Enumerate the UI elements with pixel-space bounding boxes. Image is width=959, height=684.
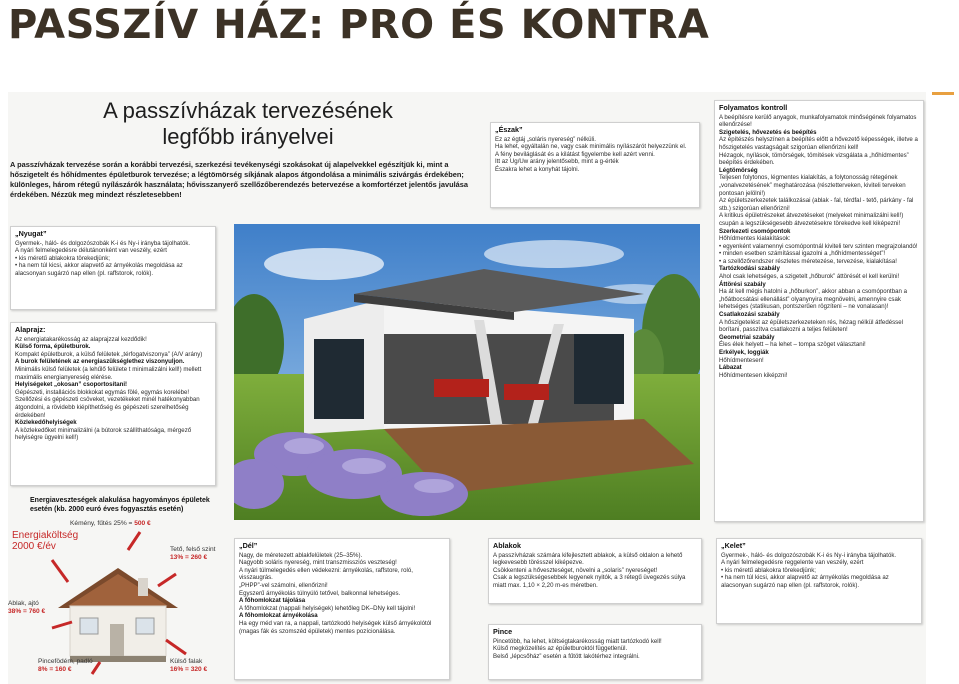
box-line: A nyári túlmelegedés ellen védekezni: árnyékolás, raffstore, roló, visszaugrás. [239,566,413,582]
box-subheading: Csatlakozási szabály [719,311,780,319]
energy-loss-chart [8,490,228,684]
box-bullet: • egyenként valamennyi csomópontnál kiviteli terv szinten megrajzolandó! [719,243,919,251]
box-pince [488,624,702,680]
box-bullet: • ha nem túl kicsi, akkor alapvető az árnyékolás megoldása az alacsonyan sugárzó nap ellen (pl. raffstorok, rolók). [15,262,211,277]
box-line: Nagy, de méretezett ablakfelületek (25–35%). [239,551,363,559]
passive-house-photo [234,224,700,520]
box-line: Nagyobb soláris nyereség, mint transzmissziós veszteség! [239,559,397,567]
box-kelet-title: „Kelet” [721,541,746,550]
accent-line [932,92,954,95]
box-subheading: Helyiségeket „okosan” csoportosítani! [15,381,128,389]
box-line: Belső „lépcsőház” esetén a fűtött lakótérhez integrálni. [493,652,640,660]
box-subheading: Tartózkodási szabály [719,265,780,273]
box-line: A kritikus épületrészeket átvezetéseket (melyeket minimalizálni kell!) csupán a legszükségesebb átvezetésekre törekedve kell kiképezni! [719,212,904,227]
chart-item-value: 8% = 160 € [38,666,72,673]
chart-item-value: 13% = 260 € [170,554,208,561]
chart-item-roof [170,546,215,562]
box-line: Teljesen folytonos, légmentes kialakítás, a folytonosság rétegének „vonalvezetésének” meghatározása (részletterveken, kiviteli terveken pontosan jelölni!) [719,174,906,197]
box-folyamatos-kontroll [714,100,924,522]
box-eszak [490,122,700,208]
box-subheading: A burok felületének az energiaszükséglethez viszonyuljon. [15,358,185,366]
chart-item-chimney [70,520,151,528]
box-line: Kompakt épületburok, a külső felületek „térfogatviszonya” (A/V arány) [15,350,203,358]
box-pince-title: Pince [493,627,513,636]
box-nyugat-title: „Nyugat” [15,229,47,238]
chart-title: Energiaveszteségek alakulása hagyományos épületek esetén (kb. 2000 euró éves fogyasztás esetén) [30,497,210,513]
box-del-title: „Dél” [239,541,258,550]
box-line: Pincetöbb, ha lehet, költségtakarékosság miatt tartózkodó kell! [493,637,662,645]
box-line: Az energiatakarékosság az alaprajzzal kezdődik! [15,335,147,343]
box-line: Itt az Ug/Uw arány jelentősebb, mint a g-érték [495,158,619,166]
box-line: Gyermek-, háló- és dolgozószobák K-i és Ny-i irányba tájolhatók. [721,551,897,559]
box-folyamatos-title: Folyamatos kontroll [719,103,788,112]
chart-item-floor [38,658,93,674]
chart-item-label: Kémény, fűtés 25% = [70,520,133,527]
box-ablakok-title: Ablakok [493,541,521,550]
box-line: Egyszerű árnyékolás túlnyúló tetővel, balkonnal lehetséges. [239,589,401,597]
box-line: Ha lehet, egyáltalán ne, vagy csak minimális nyílászárót helyezzünk el. [495,143,687,151]
energy-cost-value: 2000 €/év [12,541,56,552]
poster-title-line2: legfőbb irányelvei [162,124,334,149]
box-line: A fény beviláglását és a kilátást figyelembe kell azért venni. [495,150,655,158]
box-alaprajz [10,322,216,486]
box-eszak-title: „Észak” [495,125,523,134]
box-bullet: • minden esetben számítással igazolni a „hőhídmentességet”! [719,250,919,258]
box-line: Ez az égtáj „soláris nyereség” nélküli. [495,135,596,143]
box-line: A közlekedőket minimalizálni (a bútorok szállíthatósága, mérgező helyiségre ügyelni kell!) [15,426,192,442]
box-subheading: A főhomlokzat árnyékolása [239,612,318,620]
box-line: Az épületszerkezetek találkozásai (ablak - fal, térdfal - tető, párkány - fal stb.) szigorúan ellenőrizni! [719,197,914,212]
box-subheading: Geometriai szabály [719,333,775,341]
box-subheading: Közlekedőhelyiségek [15,419,77,427]
chart-item-label: Ablak, ajtó [8,600,39,607]
energy-cost-title: Energiaköltség [12,530,79,541]
box-line: Északra lehet a konyhát tájolni. [495,165,580,173]
box-subheading: Erkélyek, loggiák [719,349,769,356]
box-subheading: Külső forma, épületburok. [15,343,91,351]
box-kelet [716,538,922,624]
box-bullet: • ha nem túl kicsi, akkor alapvető az árnyékolás megoldása az alacsonyan sugárzó nap ellen (pl. raffstorok, rolók). [721,574,917,589]
box-del [234,538,450,680]
box-line: Csökkenteni a hőveszteséget, növelni a „solaris” nyereséget! [493,566,658,574]
box-subheading: A főhomlokzat tájolása [239,597,306,605]
box-line: „PHPP”-vel számolni, ellenőrizni! [239,581,328,589]
box-line: Szellőzési és gépészeti csöveket, vezetékeket minél hatékonyabban átgondolni, a rövidebb kiépíthetőség és gépészeti szerelhetőség érdekében! [15,396,200,419]
box-alaprajz-title: Alaprajz: [15,325,46,334]
box-line: Hőhídmentesen! [719,356,764,364]
box-line: Ahol csak lehetséges, a szigetelt „hőburok” áttörését el kell kerülni! [719,273,900,281]
poster-title [78,98,418,150]
box-bullet: • kis méretű ablakokra törekedjünk; [15,255,211,263]
box-line: A főhomlokzat (nappali helyiségek) lehetőleg DK–DNy kell tájolni! [239,604,416,612]
chart-item-value: 16% = 320 € [170,666,208,673]
chart-item-label: Tető, felső szint [170,546,216,553]
chart-item-value: 500 € [134,520,151,527]
chart-item-window [8,600,45,616]
chart-item-value: 38% = 760 € [8,608,46,615]
chart-item-label: Külső falak [170,658,203,665]
box-line: Ha egy méd van ra, a nappali, tartózkodó helyiségek külső árnyékolótól (magas fák és szomszéd épületek) mentes pozícionálása. [239,619,432,635]
box-bullet: • kis méretű ablakokra törekedjünk; [721,567,917,575]
box-line: A nyári felmelegedésre délutánonként van veszély, ezért [15,247,167,255]
box-line: A nyári felmelegedésre reggelente van veszély, ezért [721,559,864,567]
box-subheading: Szigetelés, hővezetés és beépítés [719,128,817,136]
box-subheading: Szerkezeti csomópontok [719,227,791,235]
intro-text: A passzívházak tervezése során a korábbi tervezési, szerkezési tevékenységi szokásokat új alapelvekkel egészítjük ki, mint a hőszigetelt és hőhídmentes épületburok tervezése; a légtömörség síkjának alapos átgondolása a minimális szivárgás érdekében; különleges, három rétegű nyílászárók használata; hővisszanyerő szellőzőberendezés betervezése a komfortérzet jelentős javulása érdekében. Nézzük meg mindezt részletesebben! [10,160,468,199]
box-line: Hőhídmentes kialakítások: [719,235,791,243]
box-line: A beépítésre kerülő anyagok, munkafolyamatok minőségének folyamatos ellenőrzése! [719,113,917,129]
box-line: Csak a legszükségesebbek legyenek nyitók, a 3 rétegű üvegezés súlya miatt max. 1,10 × 2,20 m-es méretben. [493,574,686,589]
box-line: A hőszigetelést az épületszerkezeteken rés, hézag nélkül átfedéssel borítani, passzítva csatlakozni a teljes felületen! [719,318,903,334]
box-nyugat [10,226,216,310]
box-line: Hőhídmentesen kiképzni! [719,371,788,379]
box-subheading: Lábazat [719,364,742,372]
poster-title-line1: A passzívházak tervezésének [103,98,393,123]
box-subheading: Légtömörség [719,166,758,174]
box-line: Minimális külső felületek (a lehűlő felülete t minimalizálni kell!) mellett maximális energianyereség elérése. [15,365,202,381]
box-line: Gépészeti, installációs blokkokat egymás fölé, egymás korelébe! [15,388,190,396]
box-line: Gyermek-, háló- és dolgozószobák K-i és Ny-i irányba tájolhatók. [15,239,191,247]
poster [8,92,926,684]
slide-title: PASSZÍV HÁZ: PRO ÉS KONTRA [8,2,710,48]
box-line: Ha át kell mégis hatolni a „hőburkon”, akkor abban a csomópontban a „hőátbocsátási ellenállást” olyanynyira megnövelni, amennyire csak lehetséges (statikusan, pontszerűen rögzíteni – ne vonalasan)! [719,288,908,311]
box-line: Az építészés helyszínen a beépítés előtt a hővezető képességek, illetve a hőszigetelés vastagságait szigorúan ellenőrizni kell! [719,136,918,151]
box-line: Hézagok, nyílások, tömörségek, tömítések vizsgálata a „hőhídmentes” beépítés érdekében. [719,151,909,167]
box-subheading: Áttörési szabály [719,280,766,288]
box-ablakok [488,538,702,604]
box-bullet: • a szellőzőrendszer részletes méretezése, tervezése, kialakítása! [719,258,919,266]
chart-item-walls [170,658,207,674]
box-line: Éles élek helyett – ha lehet – tompa szöget választani! [719,341,866,349]
box-line: Külső megközelítés az épületburoktól függetlenül. [493,645,628,653]
chart-item-label: Pincefödém, padló [38,658,93,665]
box-line: A passzívházak számára kifejlesztett ablakok, a külső oldalon a lehető legkevesebb törésszel kiképezve. [493,551,683,567]
